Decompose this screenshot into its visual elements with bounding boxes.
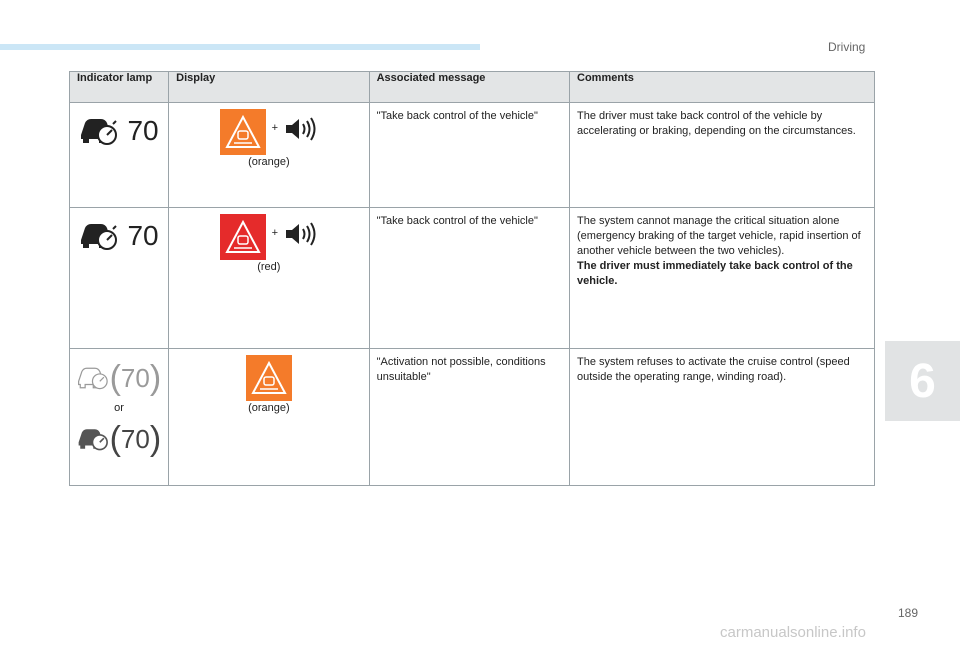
message-cell: "Take back control of the vehicle" <box>369 208 569 349</box>
display-cell <box>169 103 369 208</box>
display-cell <box>169 349 369 486</box>
cruise-speedometer-icon <box>79 115 119 147</box>
table-row <box>70 208 875 349</box>
speaker-sound-icon <box>284 221 318 247</box>
comment-bold-text: The driver must immediately take back control of the vehicle. <box>577 260 853 287</box>
column-header: Display <box>169 72 369 103</box>
chapter-tab: 6 <box>885 341 960 421</box>
indicator-lamp-cell: ( 70 ) or ( 70 ) <box>70 349 169 486</box>
collision-warning-icon <box>220 109 266 155</box>
message-cell: "Activation not possible, conditions unsuitable" <box>369 349 569 486</box>
table-header-row <box>70 72 875 103</box>
comment-cell <box>570 103 875 208</box>
watermark: carmanualsonline.info <box>720 624 866 641</box>
collision-warning-icon <box>246 355 292 401</box>
or-separator: or <box>114 402 124 414</box>
indicator-lamp-cell <box>70 103 169 208</box>
indicator-table <box>69 71 875 486</box>
table-row <box>70 103 875 208</box>
collision-warning-icon <box>220 214 266 260</box>
page-number: 189 <box>898 606 919 620</box>
cruise-speedometer-icon <box>77 424 110 454</box>
display-color-caption: (orange) <box>248 402 290 414</box>
accent-bar <box>0 44 480 50</box>
set-speed-value: 70 <box>127 115 159 146</box>
section-label: Driving <box>828 40 866 54</box>
message-cell: "Take back control of the vehicle" <box>369 103 569 208</box>
plus-sign: + <box>271 227 279 239</box>
table-row <box>70 349 875 486</box>
display-cell <box>169 208 369 349</box>
comment-text: The system refuses to activate the cruise control (speed outside the operating range, winding road). <box>577 356 850 383</box>
set-speed-value: 70 <box>120 363 150 393</box>
comment-text: The driver must take back control of the vehicle by accelerating or braking, depending on the circumstances. <box>577 110 856 137</box>
indicator-lamp-cell <box>70 208 169 349</box>
column-header: Comments <box>570 72 875 103</box>
set-speed-value: 70 <box>127 220 159 251</box>
plus-sign: + <box>271 122 279 134</box>
comment-cell <box>570 349 875 486</box>
column-header: Indicator lamp <box>70 72 169 103</box>
set-speed-value: 70 <box>120 424 150 454</box>
display-color-caption: (orange) <box>248 156 290 168</box>
cruise-speedometer-icon <box>77 363 110 393</box>
speaker-sound-icon <box>284 116 318 142</box>
comment-cell <box>570 208 875 349</box>
display-color-caption: (red) <box>257 261 281 273</box>
comment-text: The system cannot manage the critical situation alone (emergency braking of the target vehicle, rapid insertion of another vehicle between the two vehicles). <box>577 215 861 257</box>
cruise-speedometer-icon <box>79 220 119 252</box>
column-header: Associated message <box>369 72 569 103</box>
